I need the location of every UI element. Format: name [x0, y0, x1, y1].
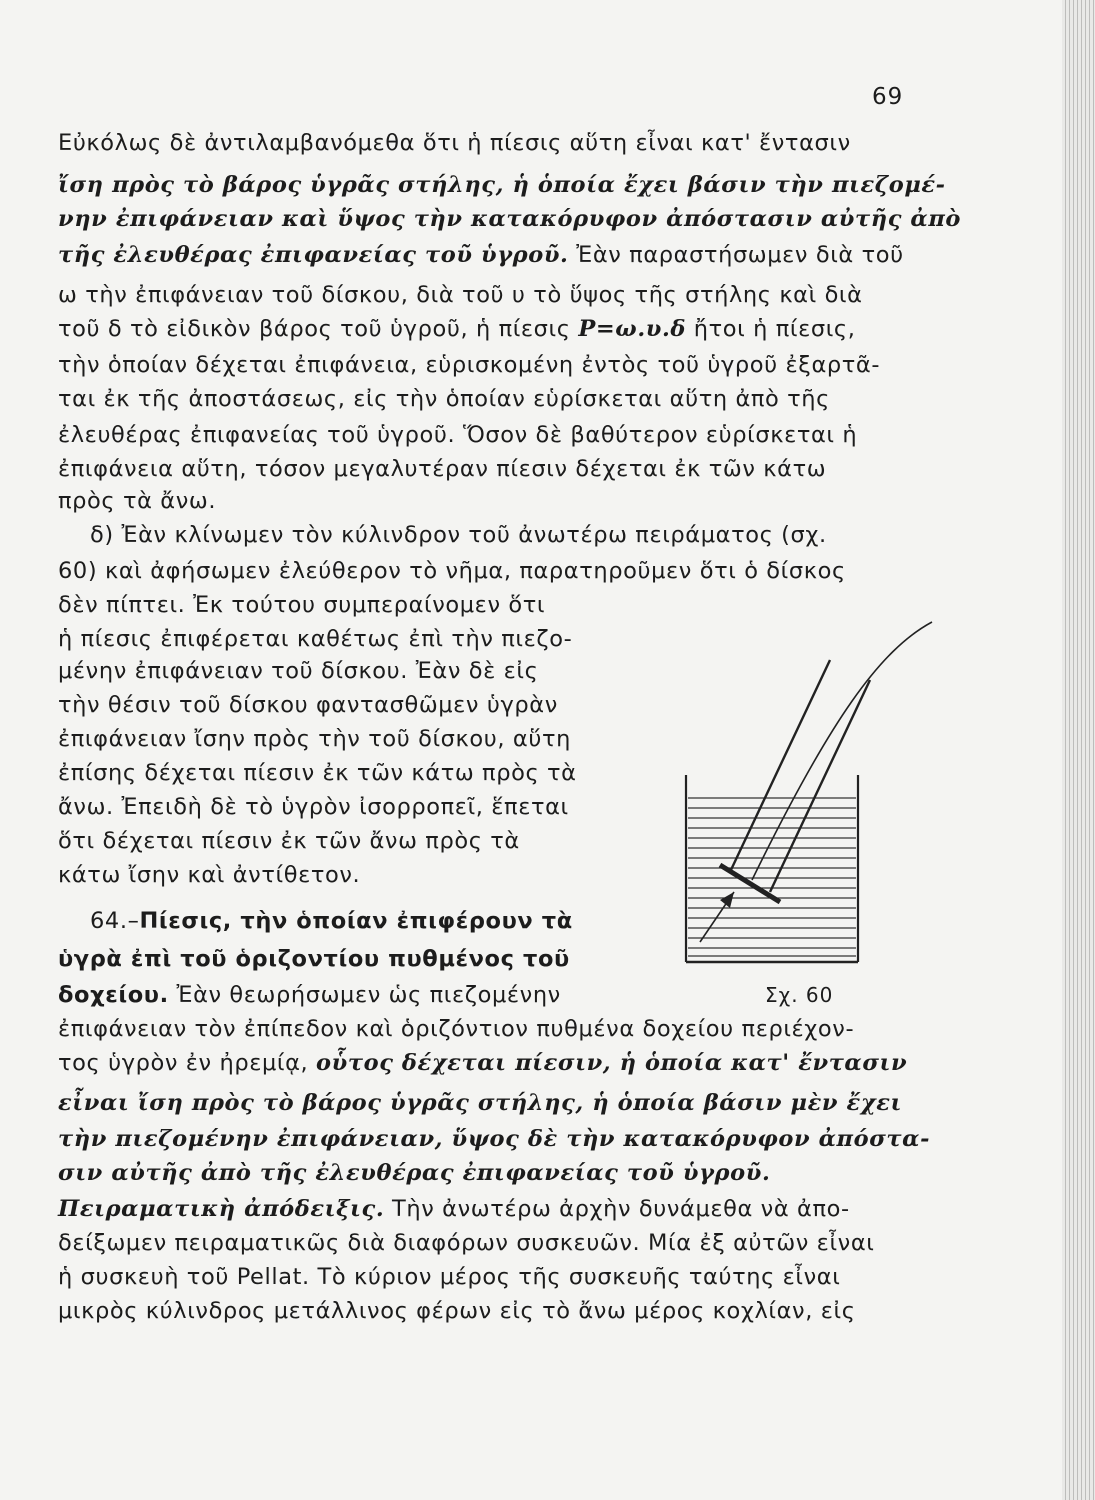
text-line: 60) καὶ ἀφήσωμεν ἐλεύθερον τὸ νῆμα, παρατηροῦμεν ὅτι ὁ δίσκος	[58, 558, 846, 584]
vessel-with-tilted-cylinder-diagram	[680, 610, 940, 970]
text-line: ἴση πρὸς τὸ βάρος ὑγρᾶς στήλης, ἡ ὁποία ἔχει βάσιν τὴν πιεζομέ-	[58, 172, 946, 198]
text-line: ἡ πίεσις ἐπιφέρεται καθέτως ἐπὶ τὴν πιεζο-	[58, 626, 573, 652]
text-line: μένην ἐπιφάνειαν τοῦ δίσκου. Ἐὰν δὲ εἰς	[58, 658, 539, 684]
text-line: τὴν πιεζομένην ἐπιφάνειαν, ὕψος δὲ τὴν κατακόρυφον ἀπόστα-	[58, 1126, 931, 1152]
text-line: τὴν θέσιν τοῦ δίσκου φαντασθῶμεν ὑγρὰν	[58, 692, 558, 718]
text-line: ὅτι δέχεται πίεσιν ἐκ τῶν ἄνω πρὸς τὰ	[58, 828, 520, 854]
text-line: ω τὴν ἐπιφάνειαν τοῦ δίσκου, διὰ τοῦ υ τὸ ὕψος τῆς στήλης καὶ διὰ	[58, 282, 863, 308]
text-line: δοχείου. Ἐὰν θεωρήσωμεν ὡς πιεζομένην	[58, 982, 561, 1008]
text-line: ἐλευθέρας ἐπιφανείας τοῦ ὑγροῦ. Ὅσον δὲ βαθύτερον εὑρίσκεται ἡ	[58, 422, 858, 448]
section-heading: 64.–Πίεσις, τὴν ὁποίαν ἐπιφέρουν τὰ	[90, 908, 573, 934]
text-line: νην ἐπιφάνειαν καὶ ὕψος τὴν κατακόρυφον ἀπόστασιν αὐτῆς ἀπὸ	[58, 206, 962, 232]
text-line: τὴν ὁποίαν δέχεται ἐπιφάνεια, εὑρισκομένη ἐντὸς τοῦ ὑγροῦ ἐξαρτᾶ-	[58, 352, 881, 378]
text-line: μικρὸς κύλινδρος μετάλλινος φέρων εἰς τὸ ἄνω μέρος κοχλίαν, εἰς	[58, 1298, 856, 1324]
text-line: Εὐκόλως δὲ ἀντιλαμβανόμεθα ὅτι ἡ πίεσις αὕτη εἶναι κατ' ἔντασιν	[58, 130, 851, 156]
text-line: δὲν πίπτει. Ἐκ τούτου συμπεραίνομεν ὅτι	[58, 592, 546, 618]
text-line: ἐπιφάνειαν ἴσην πρὸς τὴν τοῦ δίσκου, αὕτη	[58, 726, 571, 752]
text-line: τῆς ἐλευθέρας ἐπιφανείας τοῦ ὑγροῦ. Ἐὰν παραστήσωμεν διὰ τοῦ	[58, 242, 904, 268]
text-line: κάτω ἴσην καὶ ἀντίθετον.	[58, 862, 361, 888]
text-line: πρὸς τὰ ἄνω.	[58, 488, 217, 514]
text-line: ται ἐκ τῆς ἀποστάσεως, εἰς τὴν ὁποίαν εὑρίσκεται αὕτη ἀπὸ τῆς	[58, 386, 830, 412]
text-line: ἐπιφάνειαν τὸν ἐπίπεδον καὶ ὁριζόντιον πυθμένα δοχείου περιέχον-	[58, 1016, 855, 1042]
text-line: δείξωμεν πειραματικῶς διὰ διαφόρων συσκευῶν. Μία ἐξ αὐτῶν εἶναι	[58, 1230, 875, 1256]
text-line: ἐπιφάνεια αὕτη, τόσον μεγαλυτέραν πίεσιν δέχεται ἐκ τῶν κάτω	[58, 456, 827, 482]
text-line: δ) Ἐὰν κλίνωμεν τὸν κύλινδρον τοῦ ἀνωτέρω πειράματος (σχ.	[90, 522, 827, 548]
text-line: σιν αὐτῆς ἀπὸ τῆς ἐλευθέρας ἐπιφανείας τοῦ ὑγροῦ.	[58, 1160, 771, 1186]
page-edge	[1062, 0, 1095, 1500]
section-heading: ὑγρὰ ἐπὶ τοῦ ὁριζοντίου πυθμένος τοῦ	[58, 946, 570, 972]
text-line: ἐπίσης δέχεται πίεσιν ἐκ τῶν κάτω πρὸς τὰ	[58, 760, 577, 786]
figure-caption: Σχ. 60	[765, 983, 834, 1007]
page-number: 69	[872, 84, 904, 110]
text-line: ἡ συσκευὴ τοῦ Pellat. Τὸ κύριον μέρος τῆς συσκευῆς ταύτης εἶναι	[58, 1264, 841, 1290]
text-line: εἶναι ἴση πρὸς τὸ βάρος ὑγρᾶς στήλης, ἡ ὁποία βάσιν μὲν ἔχει	[58, 1090, 902, 1116]
text-line: Πειραματικὴ ἀπόδειξις. Τὴν ἀνωτέρω ἀρχὴν δυνάμεθα νὰ ἀπο-	[58, 1196, 850, 1222]
text-line: ἄνω. Ἐπειδὴ δὲ τὸ ὑγρὸν ἰσορροπεῖ, ἕπεται	[58, 794, 569, 820]
text-line: τος ὑγρὸν ἐν ἠρεμίᾳ, οὗτος δέχεται πίεσιν, ἡ ὁποία κατ' ἔντασιν	[58, 1050, 908, 1076]
text-line: τοῦ δ τὸ εἰδικὸν βάρος τοῦ ὑγροῦ, ἡ πίεσις P=ω.υ.δ ἤτοι ἡ πίεσις,	[58, 316, 856, 342]
